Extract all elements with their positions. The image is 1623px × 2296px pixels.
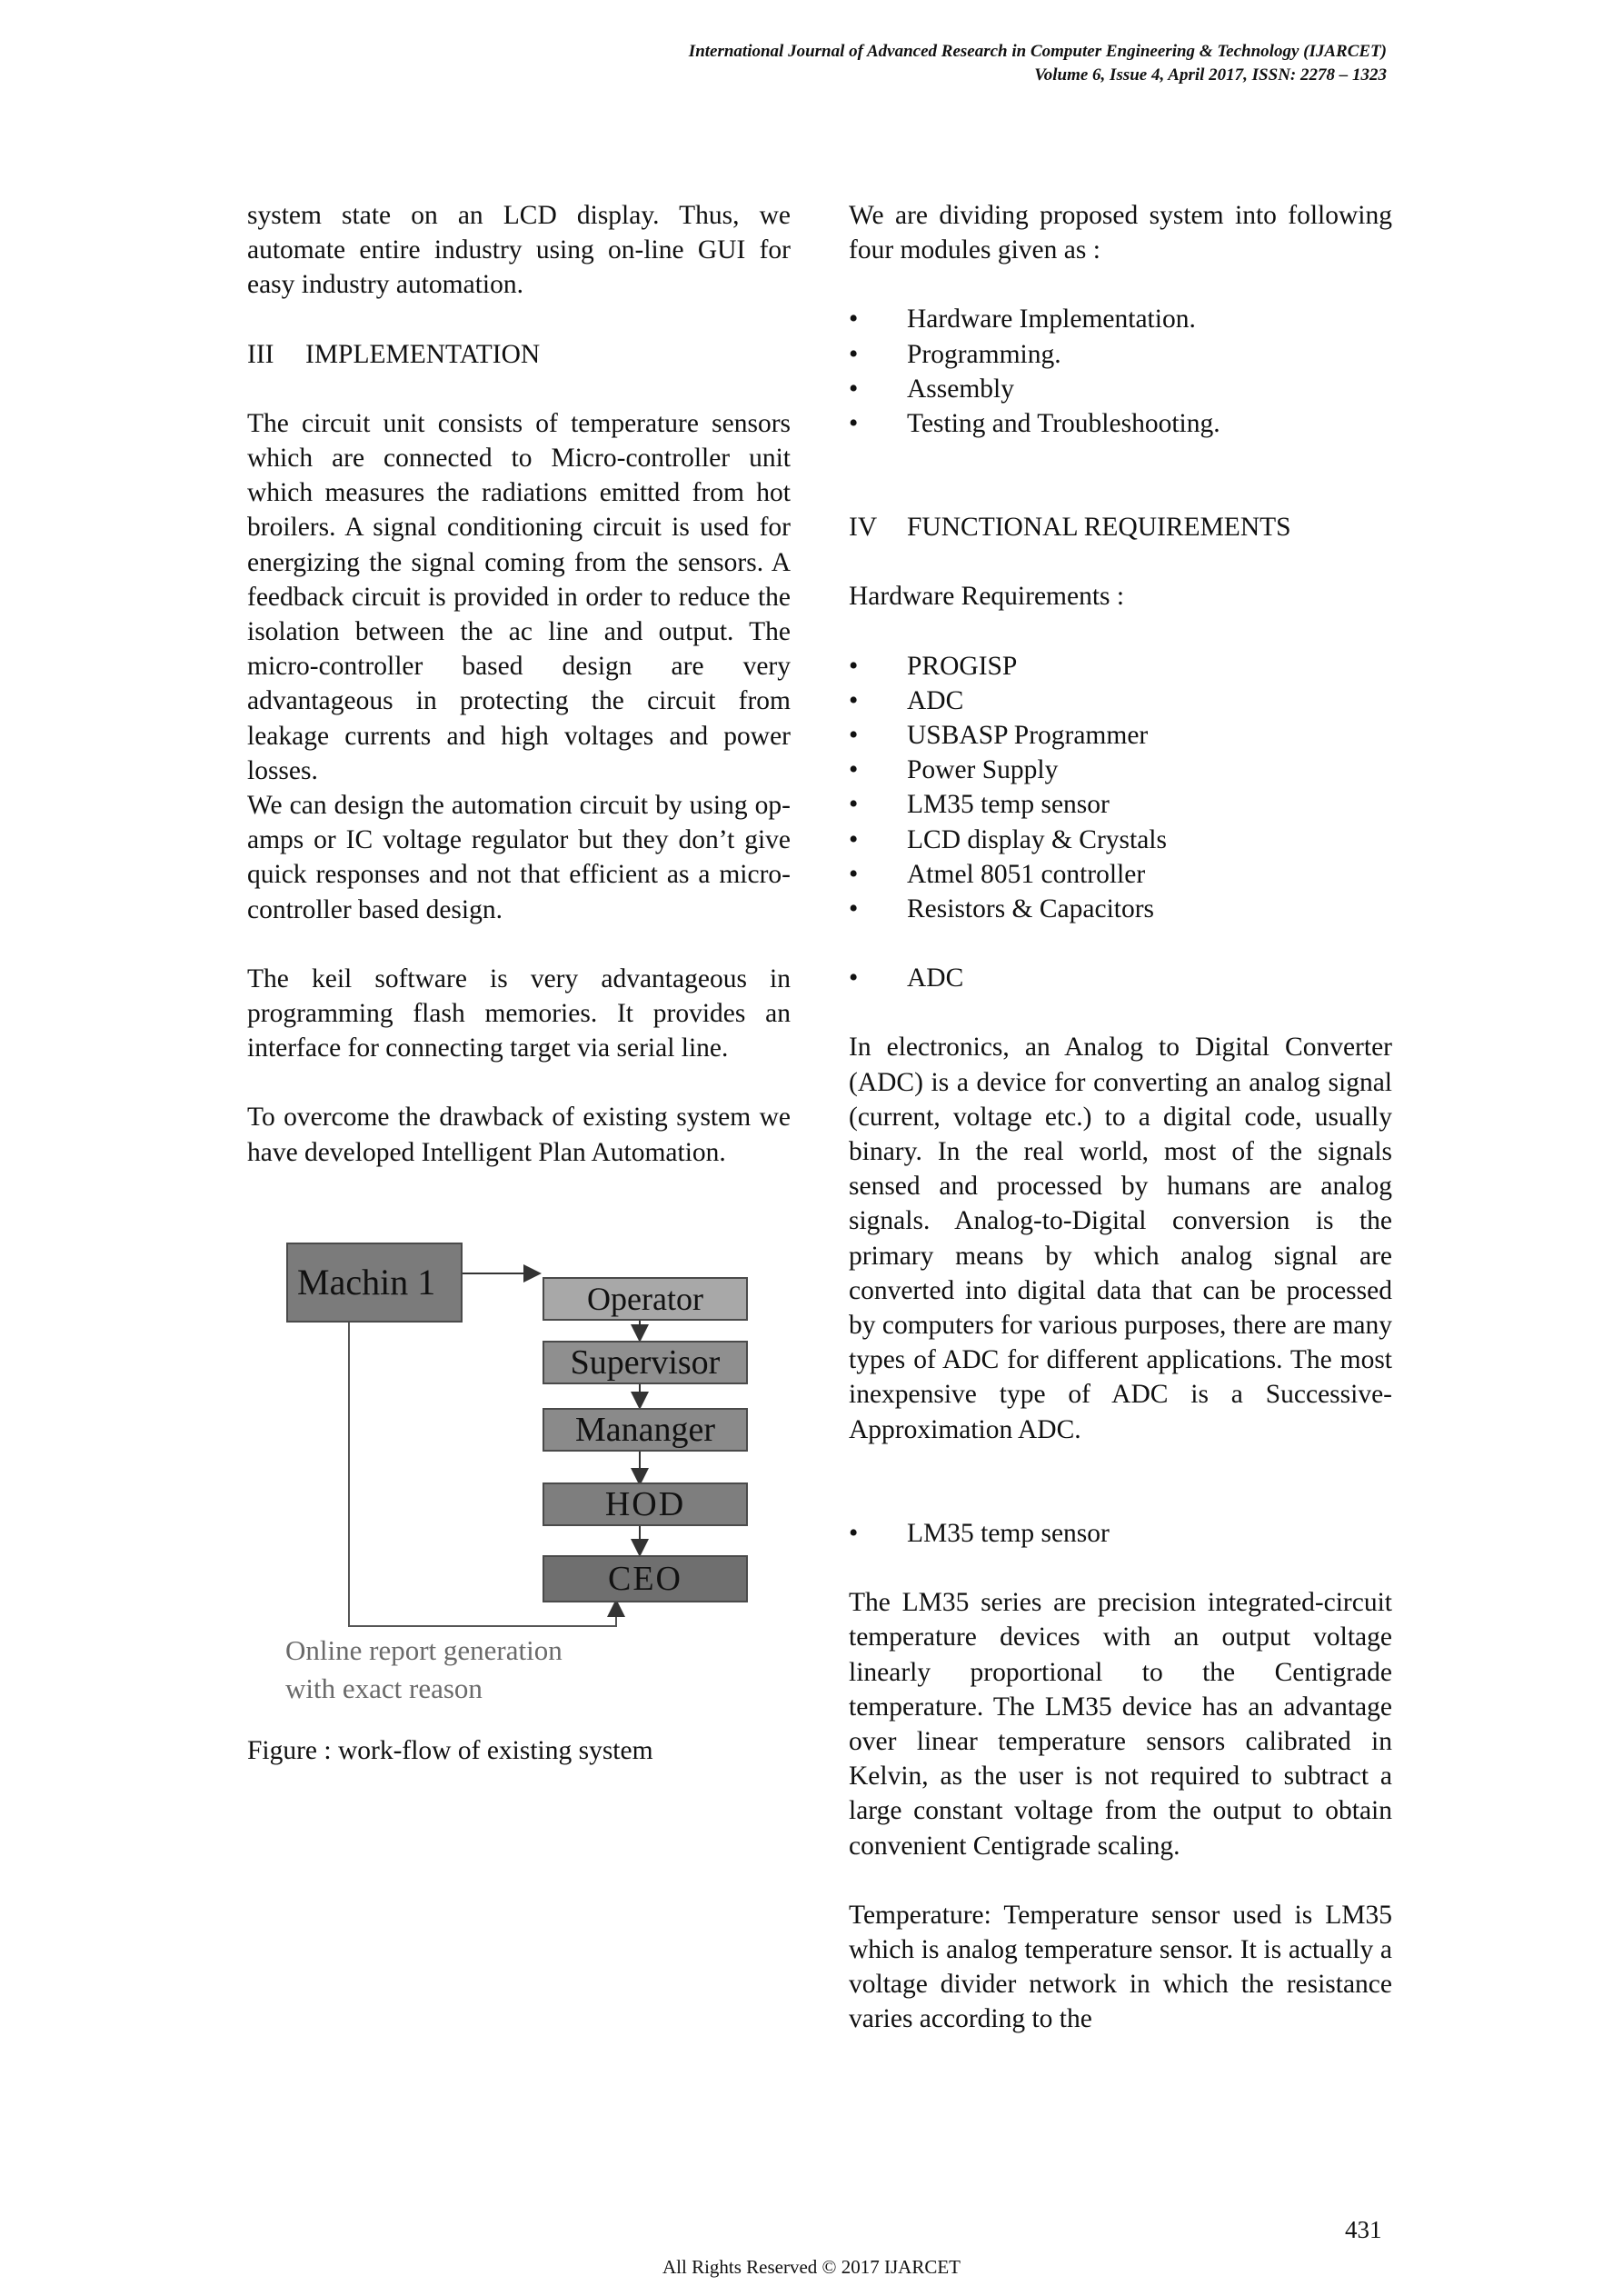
paragraph-keil-software: The keil software is very advantageous in programming flash memories. It provides an interface for connecting target via serial line.: [247, 963, 791, 1063]
paragraph-temperature: Temperature: Temperature sensor used is LM35 which is analog temperature sensor. It is actually a voltage divider network in which the resistance varies according to the: [849, 1900, 1392, 2034]
list-item: • Power Supply: [849, 753, 1392, 787]
paragraph-overcome-drawback: To overcome the drawback of existing system we have developed Intelligent Plan Automation.: [247, 1103, 791, 1167]
section-heading-functional-requirements: [849, 510, 1392, 544]
figure-caption: Figure : work-flow of existing system: [247, 1735, 653, 1765]
operator-box: Operator: [543, 1277, 748, 1321]
report-note-line2: with exact reason: [285, 1672, 483, 1704]
paragraph-circuit-unit: The circuit unit consists of temperature sensors which are connected to Micro-controller unit which measures the radiations emitted from hot broilers. A signal conditioning circuit is used for energizing the signal coming from the sensors. A feedback circuit is provided in order to reduce the isolation between the ac line and output. The micro-controller based design are very advantageous in protecting the circuit from leakage currents and high voltages and power losses.: [247, 408, 791, 785]
machine-box: Machin 1: [286, 1243, 463, 1323]
right-column: [849, 198, 1392, 2037]
list-item: • Atmel 8051 controller: [849, 857, 1392, 892]
paragraph-system-state: system state on an LCD display. Thus, we automate entire industry using on-line GUI for easy industry automation.: [247, 201, 791, 300]
section-title: FUNCTIONAL REQUIREMENTS: [907, 513, 1291, 543]
left-column: [247, 198, 791, 1768]
subsection-bullet-lm35: • LM35 temp sensor: [849, 1516, 1392, 1551]
ceo-box: CEO: [543, 1555, 748, 1602]
journal-title: International Journal of Advanced Research in Computer Engineering & Technology (IJARCET): [688, 42, 1387, 61]
adc-bullet-list: [849, 961, 1392, 995]
list-item: • ADC: [849, 684, 1392, 718]
hardware-requirements-label: Hardware Requirements :: [849, 582, 1125, 612]
supervisor-box: Supervisor: [543, 1341, 748, 1384]
report-note: [285, 1632, 563, 1708]
subsection-bullet-adc: • ADC: [849, 961, 1392, 995]
section-title: IMPLEMENTATION: [305, 339, 541, 369]
paragraph-adc: In electronics, an Analog to Digital Converter (ADC) is a device for converting an analog signal (current, voltage etc.) to a digital code, usually binary. In the real world, most of the signals sensed and processed by humans are analog signals. Analog-to-Digital conversion is the primary means by which analog signal are converted into digital data that can be processed by computers for various purposes, there are many types of ADC for different applications. The most inexpensive type of ADC is a Successive-Approximation ADC.: [849, 1033, 1393, 1444]
list-item: • Testing and Troubleshooting.: [849, 406, 1392, 441]
list-item: • Resistors & Capacitors: [849, 892, 1392, 926]
journal-header: [387, 40, 1387, 87]
list-item: • USBASP Programmer: [849, 718, 1392, 753]
hardware-list: [849, 649, 1392, 927]
list-item: • Hardware Implementation.: [849, 302, 1392, 336]
list-item: • LCD display & Crystals: [849, 823, 1392, 857]
list-item: • LM35 temp sensor: [849, 787, 1392, 822]
section-heading-implementation: [247, 337, 791, 372]
list-item: • Assembly: [849, 372, 1392, 406]
section-number: III: [247, 339, 274, 369]
paragraph-modules-intro: We are dividing proposed system into following four modules given as :: [849, 201, 1392, 265]
paragraph-automation-circuit: We can design the automation circuit by using op-amps or IC voltage regulator but they don’t give quick responses and not that efficient as a micro-controller based design.: [247, 791, 791, 924]
modules-list: [849, 302, 1392, 441]
manager-box: Mananger: [543, 1408, 748, 1452]
journal-volume: Volume 6, Issue 4, April 2017, ISSN: 2278 – 1323: [1034, 65, 1387, 85]
list-item: • Programming.: [849, 337, 1392, 372]
workflow-figure: [247, 1224, 791, 1733]
hod-box: HOD: [543, 1482, 748, 1526]
list-item: • PROGISP: [849, 649, 1392, 684]
copyright-footer: All Rights Reserved © 2017 IJARCET: [662, 2256, 961, 2278]
page-number: 431: [1345, 2216, 1382, 2243]
lm35-bullet-list: [849, 1516, 1392, 1551]
paragraph-lm35: The LM35 series are precision integrated-circuit temperature devices with an output voltage linearly proportional to the Centigrade temperature. The LM35 device has an advantage over linear temperature sensors calibrated in Kelvin, as the user is not required to subtract a large constant voltage from the output to obtain convenient Centigrade scaling.: [849, 1588, 1392, 1861]
report-note-line1: Online report generation: [285, 1633, 563, 1666]
section-number: IV: [849, 513, 878, 543]
